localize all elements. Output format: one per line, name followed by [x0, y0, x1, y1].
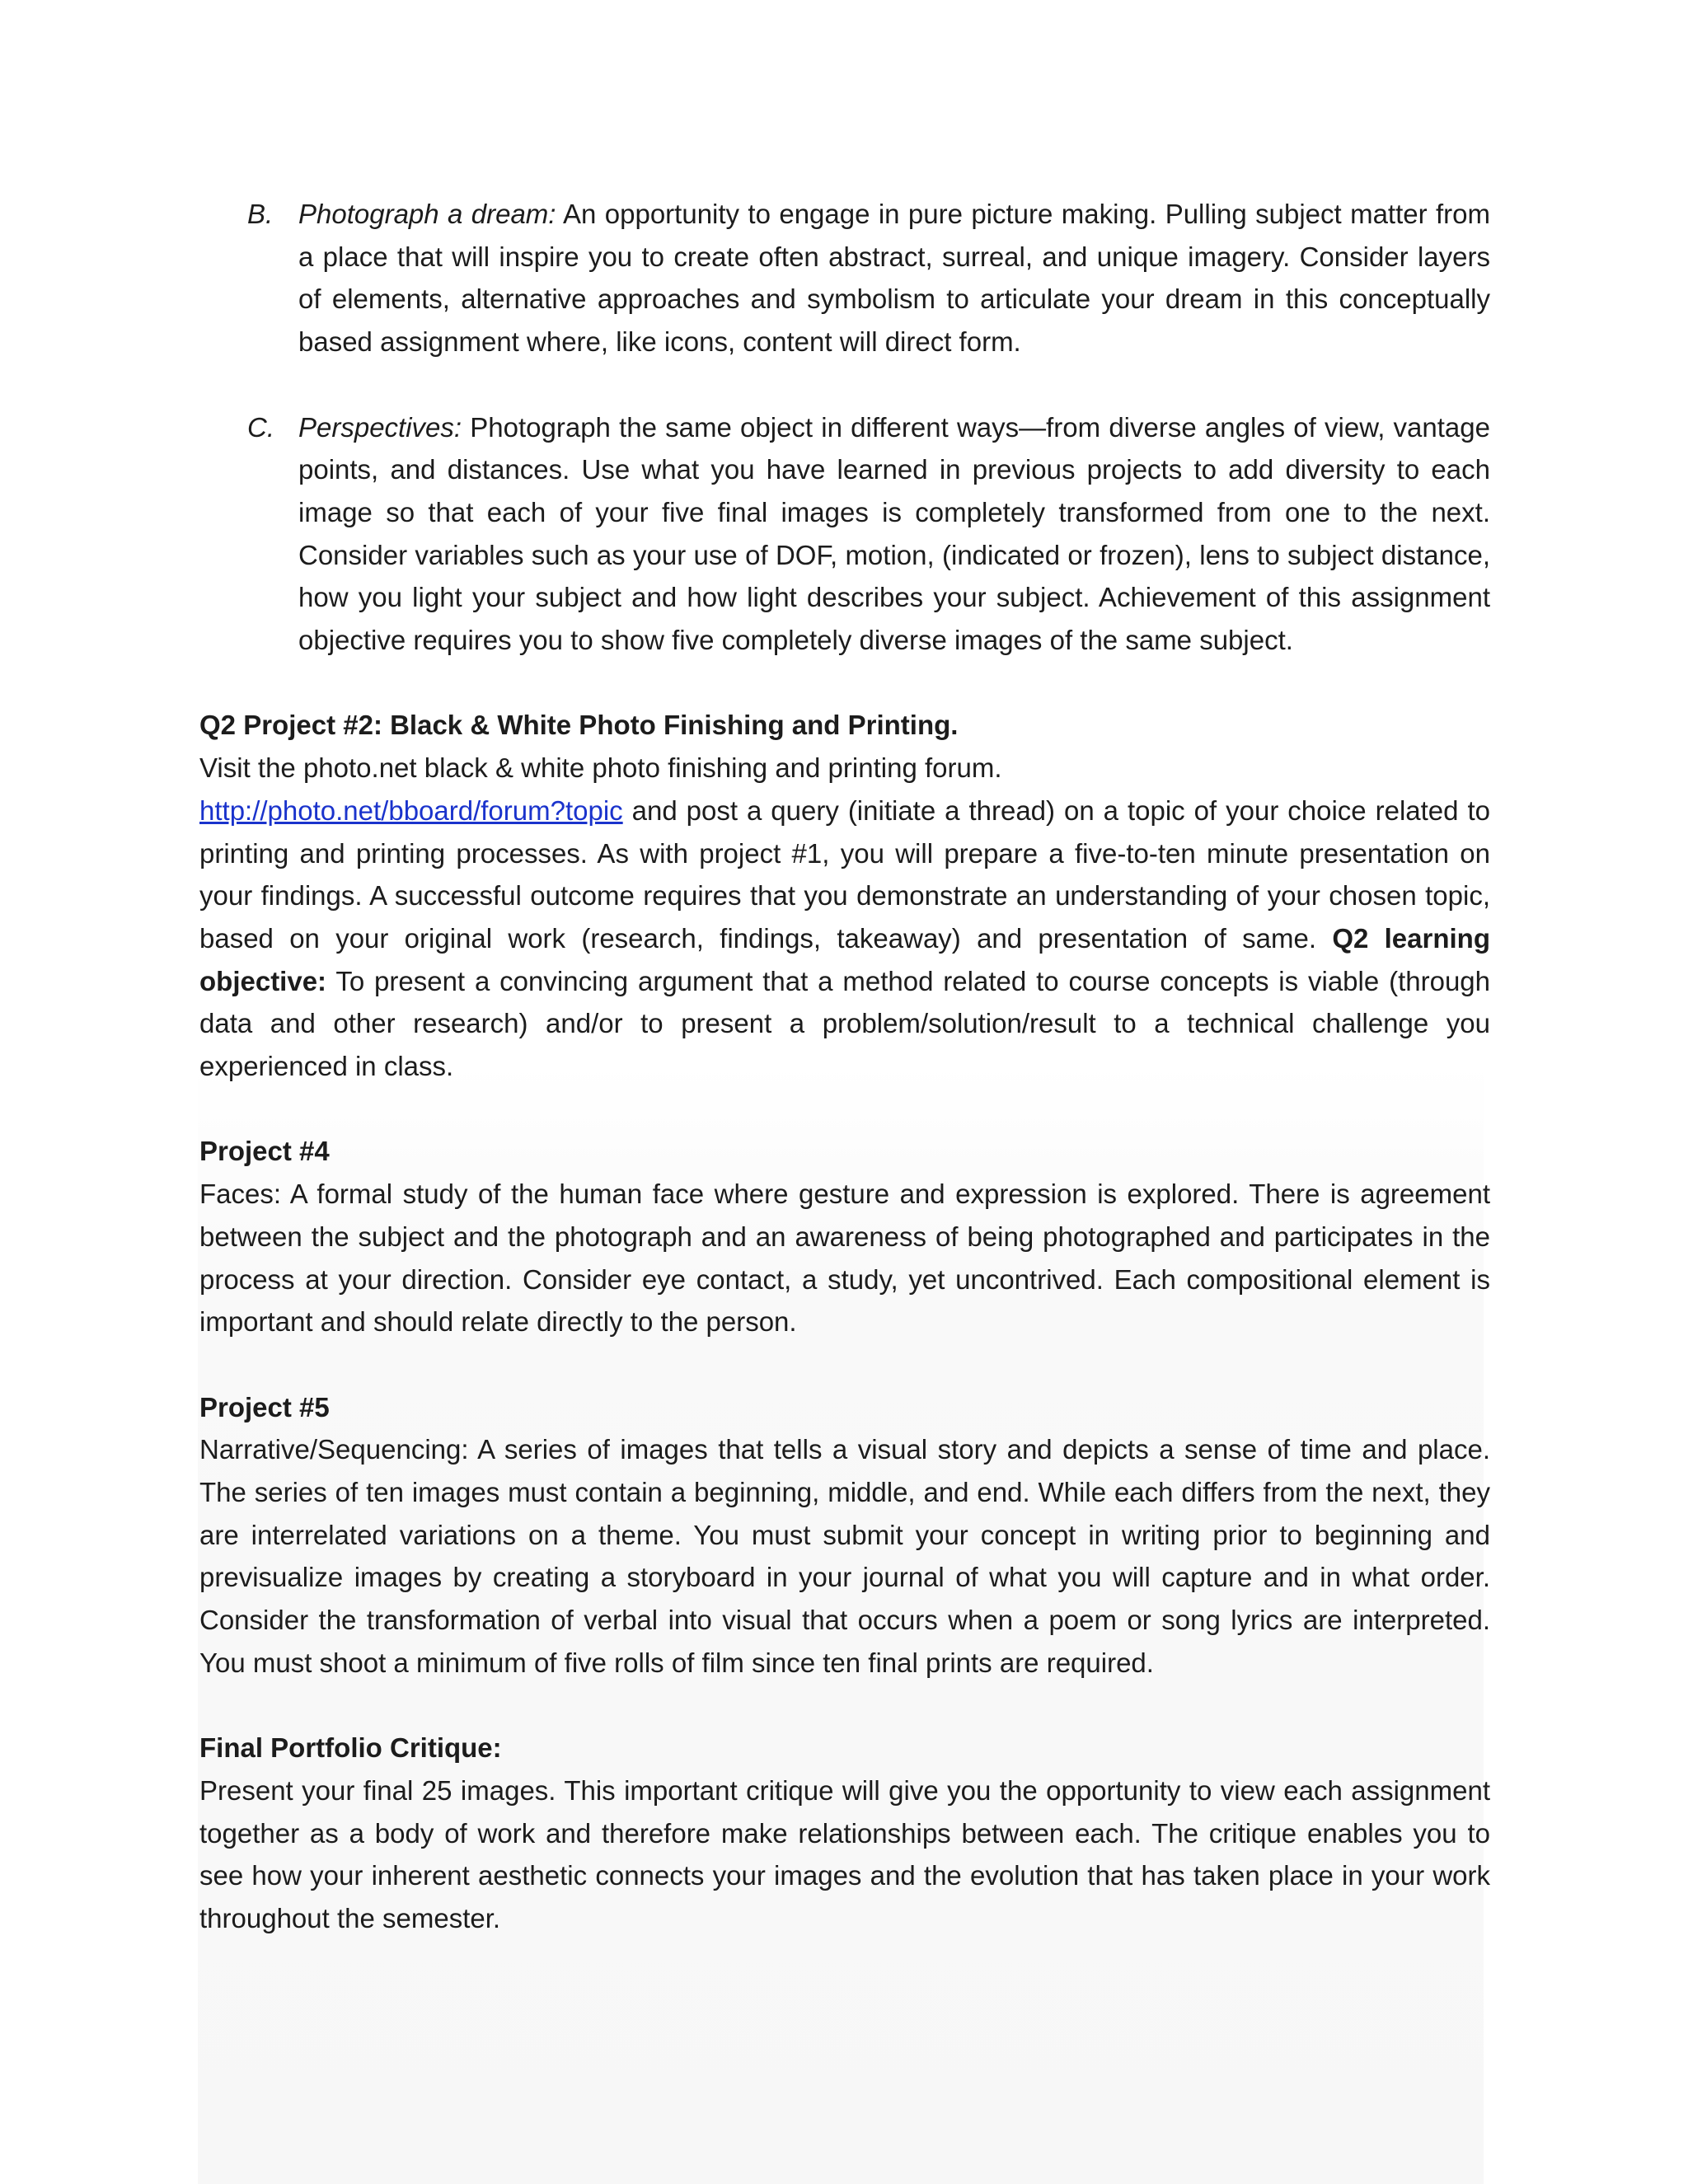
item-title-photograph-dream: Photograph a dream: — [298, 199, 556, 229]
final-critique-body: Present your final 25 images. This important critique will give you the opportunity to view each assignment together as a body of work and therefore make relationships between each. The critique enables you to see how your inherent aesthetic connects your images and the evolution that has taken place in your work throughout the semester. — [199, 1774, 1490, 1934]
spacer — [199, 662, 1490, 705]
item-title-perspectives: Perspectives: — [298, 411, 462, 443]
list-marker-b: B. — [247, 199, 274, 229]
q2-project-body — [199, 790, 1490, 1088]
q2-objective-label: Q2 learning objective: — [199, 922, 1490, 996]
project-5-heading: Project #5 — [199, 1391, 330, 1422]
q2-project-body-text: and post a query (initiate a thread) on a topic of your choice related to printing and printing processes. As with project #1, you will prepare a five-to-ten minute presentation on your findings. A successful outcome requires that you demonstrate an understanding of your chosen topic, based on your original work (research, findings, takeaway) and presentation of same. — [199, 794, 1490, 954]
project-5-body: Narrative/Sequencing: A series of images that tells a visual story and depicts a sense of time and place. The series of ten images must contain a beginning, middle, and end. While each differs from the next, they are interrelated variations on a theme. You must submit your concept in writing prior to beginning and previsualize images by creating a storyboard in your journal of what you will capture and in what order. Consider the transformation of verbal into visual that occurs when a poem or song lyrics are interpreted. You must shoot a minimum of five rolls of film since ten final prints are required. — [199, 1434, 1490, 1678]
spacer — [199, 1343, 1490, 1386]
spacer — [199, 1088, 1490, 1131]
q2-project-intro: Visit the photo.net black & white photo finishing and printing forum. — [199, 752, 1002, 784]
final-critique-heading: Final Portfolio Critique: — [199, 1732, 502, 1764]
photo-net-forum-link[interactable]: http://photo.net/bboard/forum?topic — [199, 794, 623, 826]
document-body — [199, 193, 1490, 1940]
list-item-b — [199, 193, 1490, 363]
item-body-photograph-dream: An opportunity to engage in pure picture making. Pulling subject matter from a place that will inspire you to create often abstract, surreal, and unique imagery. Consider layers of elements, alternative approaches and symbolism to articulate your dream in this conceptually based assignment where, like icons, content will direct form. — [298, 199, 1490, 358]
list-item-c — [199, 406, 1490, 662]
q2-objective-body: To present a convincing argument that a method related to course concepts is viable (through data and other research) and/or to present a problem/solution/result to a technical challenge you experienced in class. — [199, 965, 1490, 1082]
q2-project-heading: Q2 Project #2: Black & White Photo Finishing and Printing. — [199, 710, 959, 741]
spacer — [199, 1685, 1490, 1727]
project-4-heading: Project #4 — [199, 1136, 330, 1167]
list-marker-c: C. — [247, 411, 274, 443]
item-body-perspectives: Photograph the same object in different ways—from diverse angles of view, vantage points, and distances. Use what you have learned in previous projects to add diversity to each image so that each of your five final images is completely transformed from one to the next. Consider variables such as your use of DOF, motion, (indicated or frozen), lens to subject distance, how you light your subject and how light describes your subject. Achievement of this assignment objective requires you to show five completely diverse images of the same subject. — [298, 411, 1490, 656]
project-4-body: Faces: A formal study of the human face where gesture and expression is explored. There is agreement between the subject and the photograph and an awareness of being photographed and participates in the process at your direction. Consider eye contact, a study, yet uncontrived. Each compositional element is important and should relate directly to the person. — [199, 1179, 1490, 1338]
spacer — [199, 363, 1490, 406]
